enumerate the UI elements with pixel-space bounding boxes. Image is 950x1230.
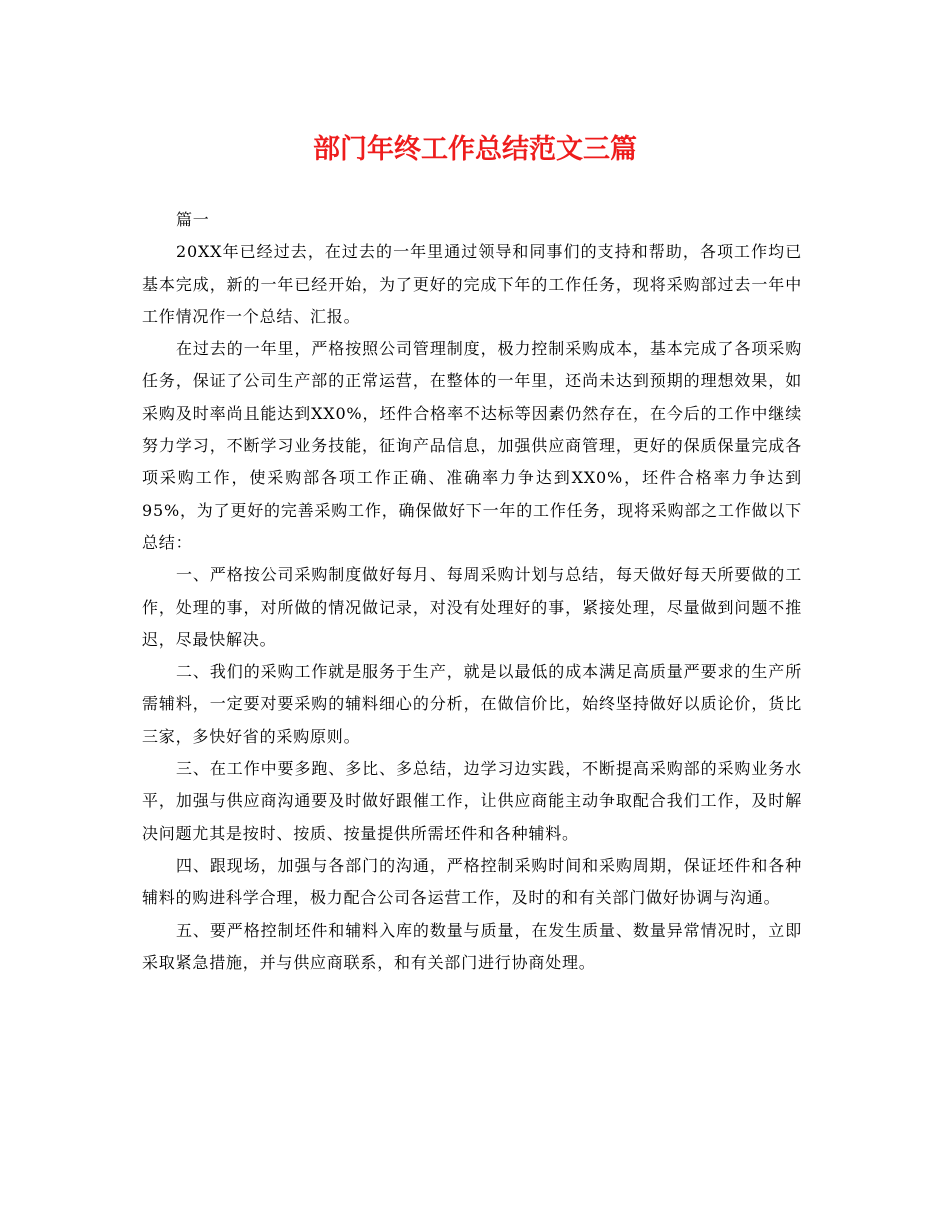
paragraph: 四、跟现场，加强与各部门的沟通，严格控制采购时间和采购周期，保证坯件和各种辅料的购进科学合理，极力配合公司各运营工作，及时的和有关部门做好协调与沟通。 (142, 855, 802, 908)
paragraph: 一、严格按公司采购制度做好每月、每周采购计划与总结，每天做好每天所要做的工作，处理的事，对所做的情况做记录，对没有处理好的事，紧接处理，尽量做到问题不推迟，尽最快解决。 (142, 565, 802, 649)
paragraph: 在过去的一年里，严格按照公司管理制度，极力控制采购成本，基本完成了各项采购任务，保证了公司生产部的正常运营，在整体的一年里，还尚未达到预期的理想效果，如采购及时率尚且能达到XX0%，坯件合格率不达标等因素仍然存在，在今后的工作中继续努力学习，不断学习业务技能，征询产品信息，加强供应商管理，更好的保质保量完成各项采购工作，使采购部各项工作正确、准确率力争达到XX0%，坯件合格率力争达到95%，为了更好的完善采购工作，确保做好下一年的工作任务，现将采购部之工作做以下总结： (142, 339, 802, 552)
section-label: 篇一 (176, 210, 210, 229)
paragraph: 五、要严格控制坯件和辅料入库的数量与质量，在发生质量、数量异常情况时，立即采取紧急措施，并与供应商联系，和有关部门进行协商处理。 (142, 920, 802, 972)
paragraph: 20XX年已经过去，在过去的一年里通过领导和同事们的支持和帮助，各项工作均已基本完成，新的一年已经开始，为了更好的完成下年的工作任务，现将采购部过去一年中工作情况作一个总结、汇报。 (142, 242, 802, 326)
paragraph: 三、在工作中要多跑、多比、多总结，边学习边实践，不断提高采购部的采购业务水平，加强与供应商沟通要及时做好跟催工作，让供应商能主动争取配合我们工作，及时解决问题尤其是按时、按质、按量提供所需坯件和各种辅料。 (142, 759, 802, 843)
document-body (142, 204, 802, 979)
paragraph: 二、我们的采购工作就是服务于生产，就是以最低的成本满足高质量严要求的生产所需辅料，一定要对要采购的辅料细心的分析，在做信价比，始终坚持做好以质论价，货比三家，多快好省的采购原则。 (142, 662, 802, 746)
document-title: 部门年终工作总结范文三篇 (313, 134, 637, 165)
